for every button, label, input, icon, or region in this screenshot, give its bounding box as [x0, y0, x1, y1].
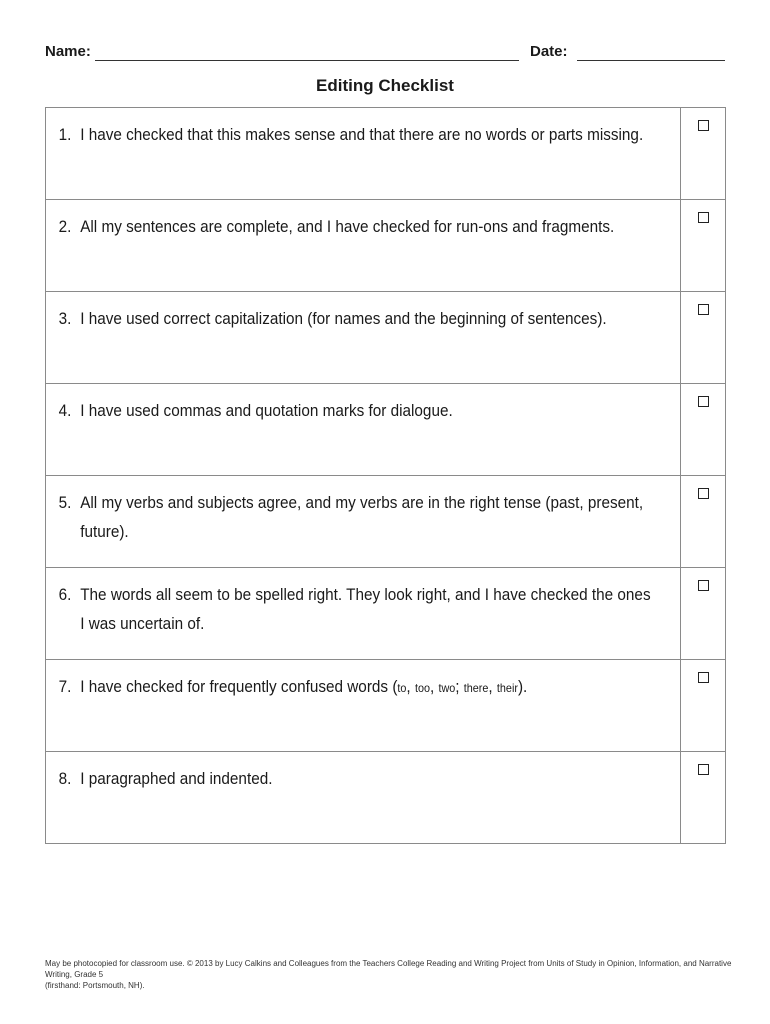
item-text: I have checked that this makes sense and that there are no words or parts missing. — [80, 125, 644, 144]
item-text: I have checked for frequently confused words (to, too, two; there, their). — [80, 677, 528, 696]
checklist-item-cell — [46, 200, 681, 292]
item-text-after: ). — [517, 677, 528, 696]
checklist-item-cell — [46, 292, 681, 384]
date-field-line[interactable] — [577, 60, 725, 61]
checkbox-icon[interactable] — [698, 212, 709, 223]
checklist-item-cell — [46, 476, 681, 568]
checklist-item-cell — [46, 568, 681, 660]
page-title: Editing Checklist — [316, 76, 454, 95]
checkbox-cell — [681, 476, 726, 568]
checklist-table — [45, 107, 726, 844]
confused-word: to — [397, 681, 407, 695]
checklist-row — [46, 660, 726, 752]
item-number: 7. — [58, 677, 72, 696]
checkbox-cell — [681, 108, 726, 200]
checklist-item-cell — [46, 752, 681, 844]
item-text: I have used correct capitalization (for names and the beginning of sentences). — [80, 309, 607, 328]
checklist-row — [46, 476, 726, 568]
footer-line: (firsthand: Portsmouth, NH). — [45, 981, 145, 990]
checklist-row — [46, 200, 726, 292]
checkbox-icon[interactable] — [698, 764, 709, 775]
checkbox-icon[interactable] — [698, 396, 709, 407]
item-text: I paragraphed and indented. — [80, 769, 273, 788]
checklist-row — [46, 384, 726, 476]
checklist-row — [46, 108, 726, 200]
header — [45, 43, 725, 65]
item-number: 2. — [58, 217, 72, 236]
date-label: Date: — [530, 43, 568, 60]
checkbox-icon[interactable] — [698, 488, 709, 499]
checkbox-cell — [681, 568, 726, 660]
checkbox-icon[interactable] — [698, 580, 709, 591]
item-text: All my sentences are complete, and I have checked for run-ons and fragments. — [80, 217, 615, 236]
checklist-item-cell — [46, 108, 681, 200]
checklist-row — [46, 568, 726, 660]
item-number: 8. — [58, 769, 72, 788]
name-field-line[interactable] — [95, 60, 519, 61]
item-text: The words all seem to be spelled right. They look right, and I have checked the ones I was uncertain of. — [80, 585, 651, 633]
confused-word: there — [463, 681, 489, 695]
copyright-footer — [45, 958, 735, 991]
item-number: 5. — [58, 493, 72, 512]
confused-word: two — [438, 681, 456, 695]
item-number: 3. — [58, 309, 72, 328]
confused-word: their — [496, 681, 518, 695]
item-number: 4. — [58, 401, 72, 420]
checkbox-icon[interactable] — [698, 672, 709, 683]
checklist-item-cell — [46, 384, 681, 476]
checkbox-cell — [681, 200, 726, 292]
item-text: All my verbs and subjects agree, and my verbs are in the right tense (past, present, future). — [80, 493, 644, 541]
checkbox-cell — [681, 752, 726, 844]
confused-word: too — [414, 681, 430, 695]
name-label: Name: — [45, 43, 91, 60]
checkbox-cell — [681, 660, 726, 752]
checklist-item-cell — [46, 660, 681, 752]
checkbox-icon[interactable] — [698, 120, 709, 131]
item-text: I have used commas and quotation marks for dialogue. — [80, 401, 453, 420]
checklist-row — [46, 292, 726, 384]
checklist-row — [46, 752, 726, 844]
checkbox-cell — [681, 292, 726, 384]
checkbox-icon[interactable] — [698, 304, 709, 315]
item-number: 1. — [58, 125, 72, 144]
item-text-before: I have checked for frequently confused words ( — [80, 677, 398, 696]
checkbox-cell — [681, 384, 726, 476]
footer-line: May be photocopied for classroom use. © 2013 by Lucy Calkins and Colleagues from the Teachers College Reading and Writing Project from Units of Study in Opinion, Information, and Narrative Writing, Grade 5 — [45, 959, 732, 979]
item-number: 6. — [58, 585, 72, 604]
